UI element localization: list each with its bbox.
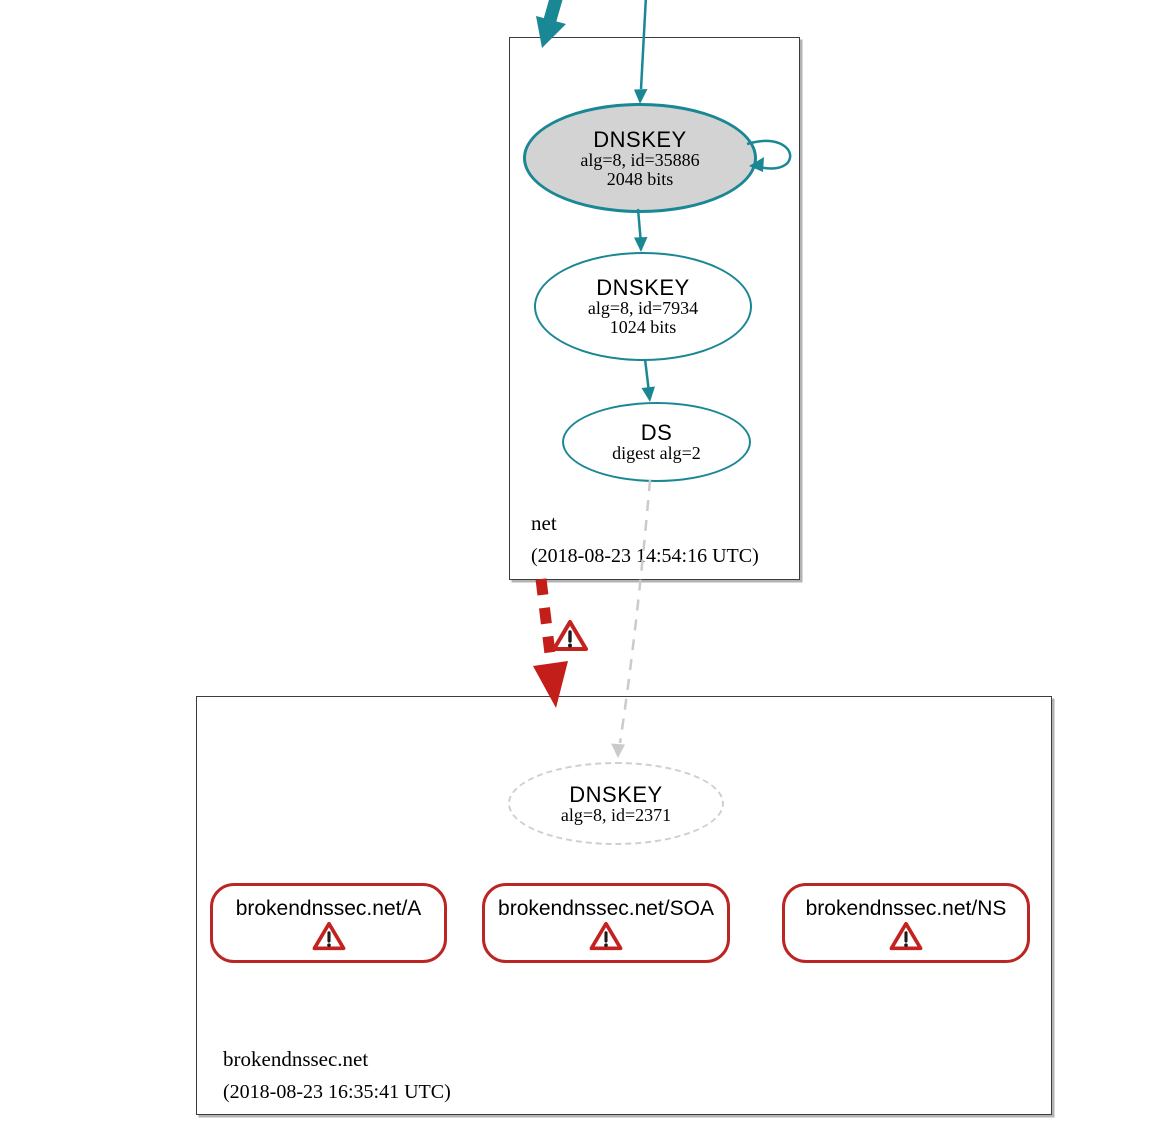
zone-timestamp: (2018-08-23 16:35:41 UTC): [223, 1081, 451, 1103]
zone-timestamp: (2018-08-23 14:54:16 UTC): [531, 545, 759, 567]
rrset-brokendnssec-net-a[interactable]: [210, 883, 447, 963]
node-detail: alg=8, id=7934: [587, 298, 699, 319]
node-ds[interactable]: [562, 402, 751, 482]
warning-icon: [588, 921, 624, 952]
node-detail: 2048 bits: [606, 168, 674, 189]
node-detail: 1024 bits: [609, 317, 677, 338]
node-dnskey-2371-insecure[interactable]: [508, 762, 724, 845]
node-detail: alg=8, id=35886: [580, 149, 700, 170]
rrset-label: brokendnssec.net/SOA: [498, 896, 714, 920]
zone-name: net: [531, 511, 557, 535]
node-title: DS: [640, 420, 673, 445]
node-title: DNSKEY: [596, 275, 690, 301]
rrset-label: brokendnssec.net/NS: [805, 896, 1007, 920]
rrset-brokendnssec-net-ns[interactable]: [782, 883, 1030, 963]
node-detail: alg=8, id=2371: [560, 804, 672, 825]
rrset-label: brokendnssec.net/A: [235, 896, 422, 920]
warning-icon: [311, 921, 347, 952]
node-dnskey-zsk-7934[interactable]: [534, 252, 752, 361]
warning-icon: [888, 921, 924, 952]
node-title: DNSKEY: [569, 781, 663, 807]
node-title: DNSKEY: [593, 126, 687, 152]
warning-icon: [551, 619, 589, 653]
rrset-brokendnssec-net-soa[interactable]: [482, 883, 730, 963]
zone-name: brokendnssec.net: [223, 1047, 369, 1071]
node-detail: digest alg=2: [612, 443, 701, 464]
node-dnskey-ksk-35886[interactable]: [523, 103, 757, 213]
